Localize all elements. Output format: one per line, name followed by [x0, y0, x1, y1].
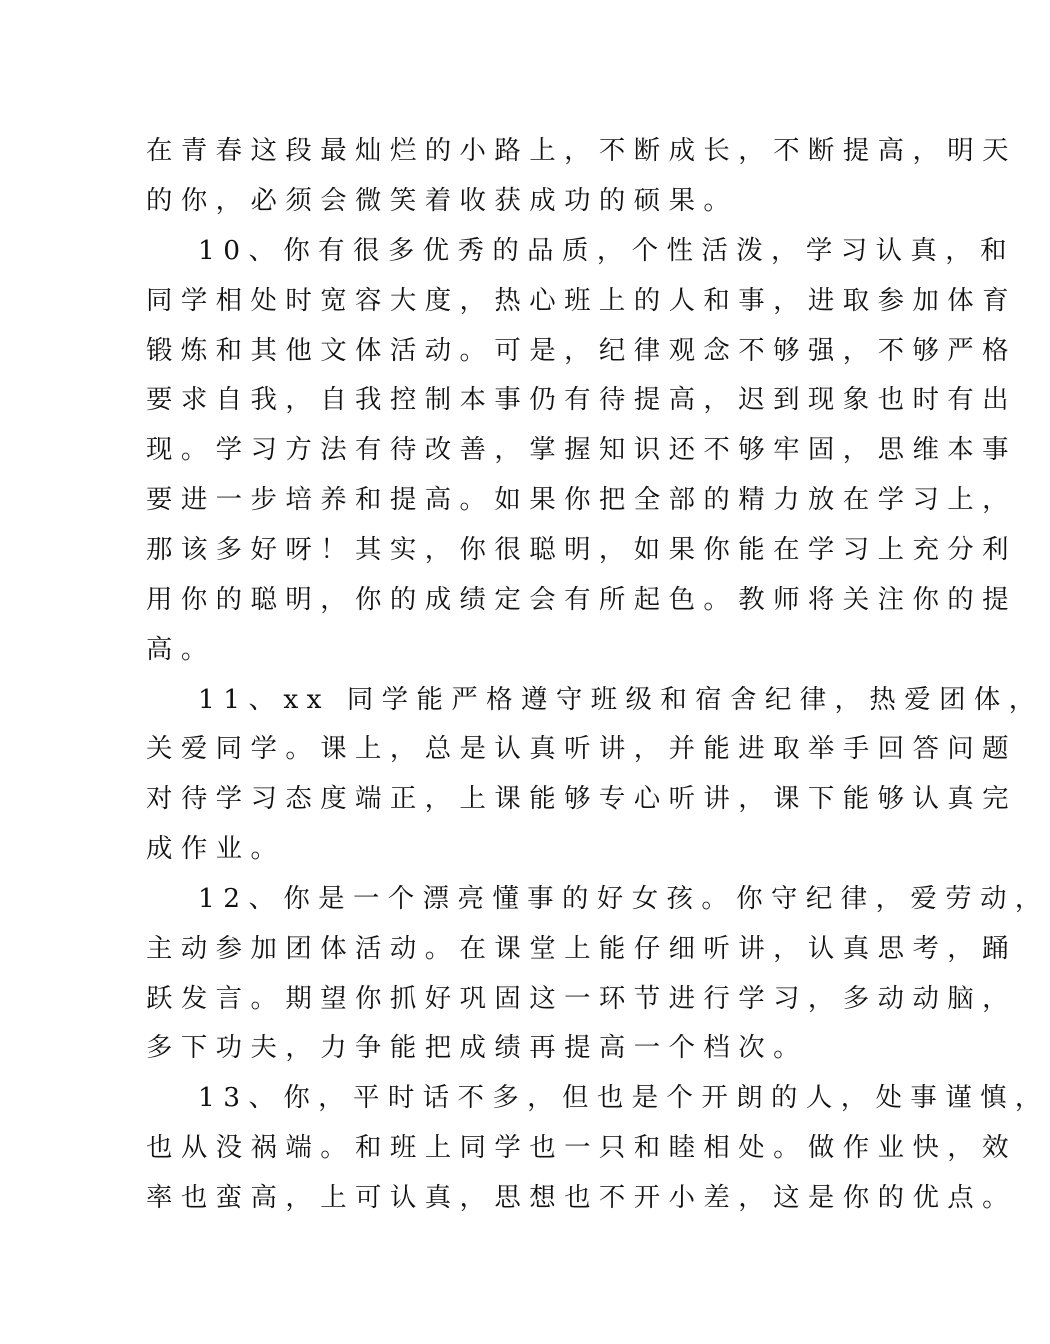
- paragraph-start-10: 10、你有很多优秀的品质，个性活泼，学习认真，和: [198, 235, 1015, 266]
- text-line: 锻炼和其他文体活动。可是，纪律观念不够强，不够严格: [146, 335, 1017, 366]
- text-line: 现。学习方法有待改善，掌握知识还不够牢固，思维本事: [146, 434, 1017, 465]
- paragraph-start-13: 13、你，平时话不多，但也是个开朗的人，处事谨慎，: [198, 1082, 1050, 1113]
- text-line: 用你的聪明，你的成绩定会有所起色。教师将关注你的提: [146, 584, 1017, 615]
- text-line: 也从没祸端。和班上同学也一只和睦相处。做作业快，效: [146, 1132, 1017, 1163]
- paragraph-start-11: 11、xx 同学能严格遵守班级和宿舍纪律，热爱团体，: [198, 684, 1044, 715]
- text-line: 率也蛮高，上可认真，思想也不开小差，这是你的优点。: [146, 1182, 1017, 1213]
- text-line: 跃发言。期望你抓好巩固这一环节进行学习，多动动脑，: [146, 983, 1017, 1014]
- text-line: 对待学习态度端正，上课能够专心听讲，课下能够认真完: [146, 783, 1017, 814]
- text-line: 的你，必须会微笑着收获成功的硕果。: [146, 185, 739, 216]
- text-line: 成作业。: [146, 833, 286, 864]
- text-line: 要求自我，自我控制本事仍有待提高，迟到现象也时有出: [146, 384, 1017, 415]
- text-line: 主动参加团体活动。在课堂上能仔细听讲，认真思考，踊: [146, 933, 1017, 964]
- text-line: 在青春这段最灿烂的小路上，不断成长，不断提高，明天: [146, 135, 1017, 166]
- text-line: 多下功夫，力争能把成绩再提高一个档次。: [146, 1032, 808, 1063]
- text-line: 高。: [146, 634, 216, 665]
- text-line: 那该多好呀！其实，你很聪明，如果你能在学习上充分利: [146, 534, 1017, 565]
- text-line: 关爱同学。课上，总是认真听讲，并能进取举手回答问题: [146, 733, 1017, 764]
- text-line: 同学相处时宽容大度，热心班上的人和事，进取参加体育: [146, 285, 1017, 316]
- text-line: 要进一步培养和提高。如果你把全部的精力放在学习上，: [146, 484, 1017, 515]
- paragraph-start-12: 12、你是一个漂亮懂事的好女孩。你守纪律，爱劳动，: [198, 883, 1050, 914]
